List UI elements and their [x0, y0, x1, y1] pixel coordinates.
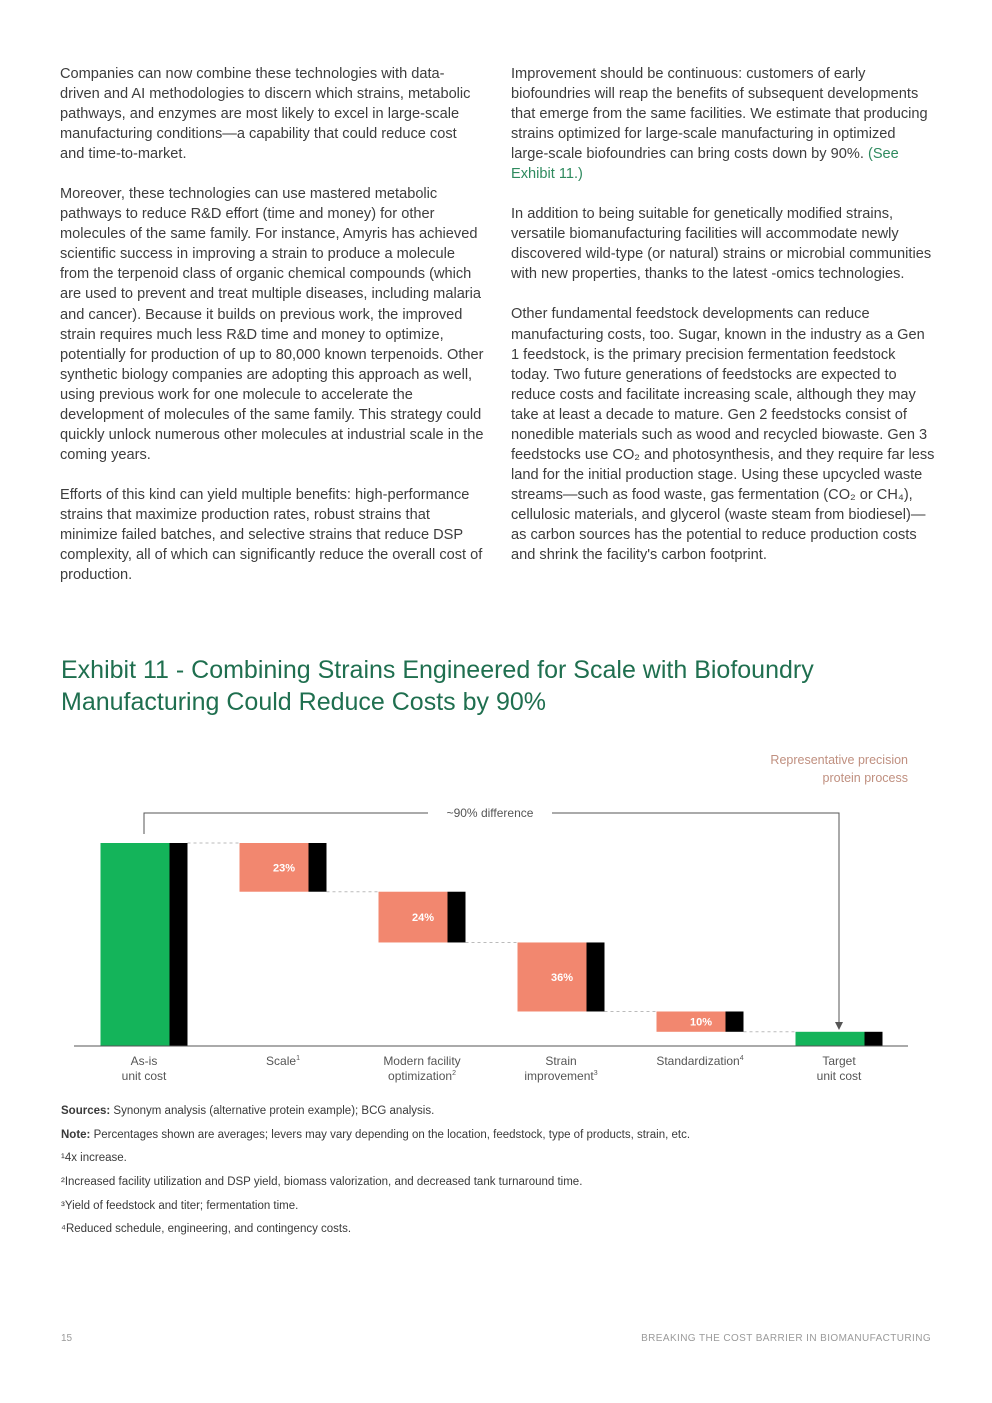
right-column [511, 64, 935, 585]
footnote-marker: 1 [296, 1055, 300, 1062]
category-label: Standardization$^4$ [656, 1054, 744, 1068]
paragraph: Moreover, these technologies can use mastered metabolic pathways to reduce R&D effort (time and money) for other molecules of the same family. For instance, Amyris has achieved scientific success in improving a strain to produce a molecule from the terpenoid class of organic chemical compounds (which are used to prevent and treat multiple diseases, including malaria and cancer). Because it builds on previous work, the improved strain requires much less R&D time and money to optimize, potentially for production of up to 80,000 known terpenoids. Other synthetic biology companies are adopting this approach as well, using previous work for one molecule to accelerate the development of molecules of the same family. This strategy could quickly unlock numerous other molecules at industrial scale in the coming years. [60, 186, 484, 463]
notes-section [61, 1103, 941, 1245]
running-title: BREAKING THE COST BARRIER IN BIOMANUFACTURING [641, 1333, 931, 1344]
left-column [60, 64, 484, 605]
bar-value-label: 10% [689, 1016, 713, 1029]
page-number: 15 [61, 1333, 73, 1344]
category-label: unit cost [121, 1069, 167, 1083]
footnote-1: ¹4x increase. [61, 1152, 127, 1165]
category-label: Scale$^1$ [266, 1054, 300, 1068]
bar-shadow [309, 843, 327, 892]
total-bar [796, 1032, 865, 1046]
chart-caption: Representative precision [770, 753, 908, 767]
difference-label: ~90% difference [446, 806, 534, 820]
note-line [61, 1127, 941, 1143]
paragraph: Companies can now combine these technologies with data-driven and AI methodologies to discern which strains, metabolic pathways, and enzymes are most likely to excel in large-scale manufacturing conditions—a capability that could reduce cost and time-to-market. [60, 66, 471, 163]
sources-line [61, 1103, 941, 1119]
category-label: unit cost [816, 1069, 862, 1083]
chart-caption: protein process [822, 771, 908, 785]
bar-shadow [170, 843, 188, 1046]
sources-text: Synonym analysis (alternative protein example); BCG analysis. [113, 1105, 435, 1117]
paragraph [511, 64, 935, 184]
total-bar [101, 843, 170, 1046]
bar-value-label: 24% [411, 912, 435, 925]
footnote-marker: 4 [739, 1055, 744, 1062]
bar-shadow [448, 892, 466, 943]
footnote-marker: 3 [593, 1070, 598, 1077]
category-label: Modern facility [383, 1054, 461, 1068]
category-label: Target [822, 1054, 856, 1068]
category-label: optimization$^2$ [388, 1069, 456, 1083]
footnote-4: ⁴Reduced schedule, engineering, and contingency costs. [61, 1223, 352, 1236]
footnote-marker: 2 [452, 1070, 456, 1077]
paragraph-text: Improvement should be continuous: customers of early biofoundries will reap the benefits of subsequent developments that emerge from the same facilities. We estimate that producing strains optimized for large-scale manufacturing in optimized large-scale biofoundries can bring costs down by 90%. [511, 66, 928, 163]
category-label: improvement$^3$ [524, 1069, 598, 1083]
bar-value-label: 36% [550, 971, 574, 984]
note-label: Note: [61, 1128, 91, 1141]
footnote-2: ²Increased facility utilization and DSP yield, biomass valorization, and decreased tank turnaround time. [61, 1176, 583, 1189]
difference-bracket-left [144, 813, 428, 834]
bar-value-label: 23% [272, 862, 296, 875]
bar-shadow [726, 1011, 744, 1031]
paragraph: In addition to being suitable for genetically modified strains, versatile biomanufacturing facilities will accommodate newly discovered wild-type (or natural) strains or microbial communities with new properties, thanks to the latest -omics technologies. [511, 206, 932, 283]
bar-shadow [865, 1032, 883, 1046]
paragraph: Other fundamental feedstock developments can reduce manufacturing costs, too. Sugar, known in the industry as a Gen 1 feedstock, is the primary precision fermentation feedstock today. Two future generations of feedstocks are expected to reduce costs and facilitate increasing scale, although they may take at least a decade to mature. Gen 2 feedstocks consist of nonedible materials such as wood and recycled biowaste. Gen 3 feedstocks use CO₂ and photosynthesis, and they require far less land for the initial production stage. Using these upcycled waste streams—such as food waste, gas fermentation (CO₂ or CH₄), cellulosic materials, and glycerol (waste steam from biodiesel)— as carbon sources has the potential to reduce production costs and shrink the facility's carbon footprint. [511, 306, 935, 564]
category-label: As-is [130, 1054, 158, 1068]
bar-shadow [587, 942, 605, 1011]
paragraph: Efforts of this kind can yield multiple benefits: high-performance strains that maximize production rates, robust strains that minimize failed batches, and selective strains that reduce DSP complexity, all of which can significantly reduce the overall cost of production. [60, 486, 483, 584]
exhibit-title: Exhibit 11 - Combining Strains Engineered for Scale with Biofoundry Manufacturing Could Reduce Costs by 90% [61, 656, 814, 716]
exhibit-link[interactable]: (See Exhibit 11.) [511, 146, 899, 183]
sources-label: Sources: [61, 1105, 111, 1117]
waterfall-chart [0, 740, 992, 1090]
footnote-3: ³Yield of feedstock and titer; fermentation time. [61, 1199, 299, 1212]
arrow-head-icon [835, 1022, 843, 1030]
note-text: Percentages shown are averages; levers may vary depending on the location, feedstock, type of products, strain, etc. [93, 1128, 691, 1141]
category-label: Strain [545, 1054, 577, 1068]
